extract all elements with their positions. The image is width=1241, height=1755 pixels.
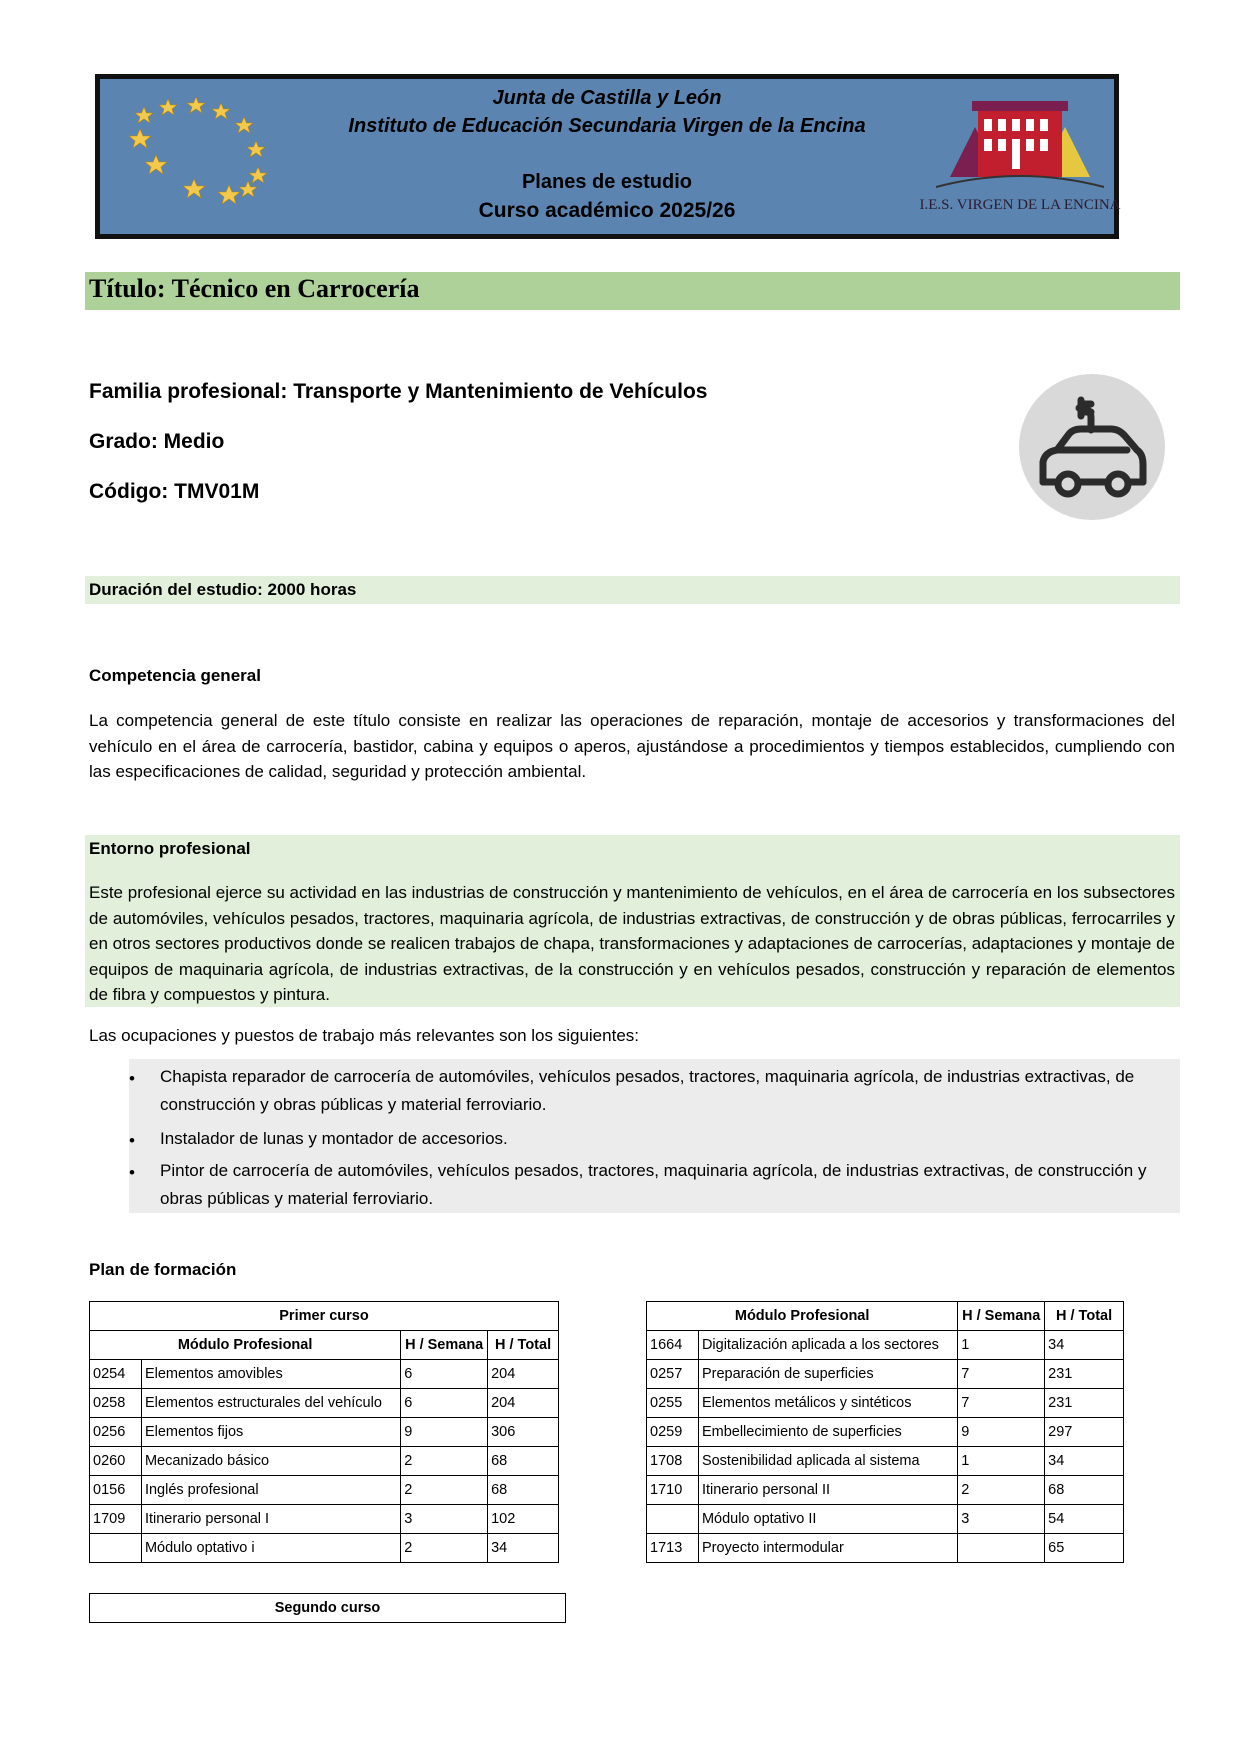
header-banner <box>95 74 1119 239</box>
cell: 1 <box>958 1331 1045 1360</box>
bullet: • <box>129 1069 135 1088</box>
cell: 68 <box>488 1476 559 1505</box>
table-row <box>647 1447 1124 1476</box>
table-row <box>90 1418 559 1447</box>
cell: Mecanizado básico <box>141 1447 400 1476</box>
table-row <box>90 1447 559 1476</box>
cell: 231 <box>1045 1389 1124 1418</box>
cell <box>90 1534 142 1563</box>
cell: 1664 <box>647 1331 699 1360</box>
column-header: H / Total <box>1045 1302 1124 1331</box>
list-item: Chapista reparador de carrocería de automóviles, vehículos pesados, tractores, maquinaria agrícola, de industrias extractivas, de construcción y obras públicas y material ferroviario. <box>160 1067 1135 1114</box>
cell: 0255 <box>647 1389 699 1418</box>
entorno-heading: Entorno profesional <box>89 839 251 858</box>
header-line-4: Curso académico 2025/26 <box>478 199 736 222</box>
cell: 54 <box>1045 1505 1124 1534</box>
cell: 6 <box>401 1360 488 1389</box>
column-header: Módulo Profesional <box>90 1331 401 1360</box>
cell: 0257 <box>647 1360 699 1389</box>
cell: 68 <box>1045 1476 1124 1505</box>
cell: 102 <box>488 1505 559 1534</box>
cell: 1710 <box>647 1476 699 1505</box>
table-row <box>647 1505 1124 1534</box>
table-row <box>647 1534 1124 1563</box>
table-row <box>647 1360 1124 1389</box>
bullet: • <box>129 1131 135 1150</box>
page-title: Título: Técnico en Carrocería <box>89 274 420 303</box>
cell: 1708 <box>647 1447 699 1476</box>
cell: 34 <box>1045 1447 1124 1476</box>
competencia-heading: Competencia general <box>89 666 261 685</box>
plan-heading: Plan de formación <box>89 1260 237 1279</box>
segundo-curso-table <box>646 1301 1124 1563</box>
column-header: Módulo Profesional <box>647 1302 958 1331</box>
header-line-3: Planes de estudio <box>521 171 693 193</box>
table-caption: Segundo curso <box>90 1594 566 1623</box>
cell: 231 <box>1045 1360 1124 1389</box>
cell: 2 <box>401 1476 488 1505</box>
cell: 0259 <box>647 1418 699 1447</box>
entorno-text: Este profesional ejerce su actividad en las industrias de construcción y mantenimiento de vehículos, en el área de carrocería en los subsectores de automóviles, vehículos pesados, tractores, maquinaria agrícola, de industrias extractivas, de construcción y de obras públicas, ferrocarriles y en otros sectores productivos donde se realicen trabajos de chapa, transformaciones y adaptaciones de carrocerías, adaptaciones y montaje de equipos de maquinaria agrícola, de industrias extractivas, de la construcción y en vehículos pesados, construcción y reparación de elementos de fibra y compuestos y pintura. <box>89 883 1175 1004</box>
header-line-2: Instituto de Educación Secundaria Virgen de la Encina <box>348 115 866 137</box>
grado: Grado: Medio <box>89 430 225 453</box>
cell: 2 <box>958 1476 1045 1505</box>
cell: 0156 <box>90 1476 142 1505</box>
codigo: Código: TMV01M <box>89 480 260 503</box>
table-row <box>90 1360 559 1389</box>
segundo-curso-caption-table <box>89 1593 566 1623</box>
cell: 68 <box>488 1447 559 1476</box>
cell: 3 <box>958 1505 1045 1534</box>
cell: 7 <box>958 1389 1045 1418</box>
cell: Sostenibilidad aplicada al sistema <box>698 1447 957 1476</box>
table-row <box>647 1389 1124 1418</box>
cell: Digitalización aplicada a los sectores <box>698 1331 957 1360</box>
school-logo-text: I.E.S. VIRGEN DE LA ENCINA <box>919 197 1121 213</box>
cell: Elementos estructurales del vehículo <box>141 1389 400 1418</box>
cell <box>958 1534 1045 1563</box>
column-header: H / Semana <box>958 1302 1045 1331</box>
cell: Módulo optativo i <box>141 1534 400 1563</box>
column-header: H / Semana <box>401 1331 488 1360</box>
cell: Itinerario personal I <box>141 1505 400 1534</box>
school-logo <box>919 87 1121 232</box>
duration-bar <box>85 576 1180 604</box>
cell: 9 <box>401 1418 488 1447</box>
primer-curso-table <box>89 1301 559 1563</box>
cell: 0254 <box>90 1360 142 1389</box>
familia-profesional: Familia profesional: Transporte y Mantenimiento de Vehículos <box>89 380 708 403</box>
competencia-text: La competencia general de este título consiste en realizar las operaciones de reparación, montaje de accesorios y transformaciones del vehículo en el área de carrocería, bastidor, cabina y equipos o aperos, ajustándose a procedimientos y tiempos establecidos, cumpliendo con las especificaciones de calidad, seguridad y protección ambiental. <box>89 711 1175 781</box>
cell: 204 <box>488 1389 559 1418</box>
cell: Módulo optativo II <box>698 1505 957 1534</box>
electric-car-icon <box>1019 374 1165 520</box>
cell: 3 <box>401 1505 488 1534</box>
cell: 0258 <box>90 1389 142 1418</box>
duration-text: Duración del estudio: 2000 horas <box>89 580 357 599</box>
cell: 9 <box>958 1418 1045 1447</box>
table-caption: Primer curso <box>90 1302 559 1331</box>
column-header: H / Total <box>488 1331 559 1360</box>
table-row <box>90 1505 559 1534</box>
cell: 2 <box>401 1534 488 1563</box>
cell: Elementos amovibles <box>141 1360 400 1389</box>
cell <box>647 1505 699 1534</box>
cell: Embellecimiento de superficies <box>698 1418 957 1447</box>
cell: Elementos metálicos y sintéticos <box>698 1389 957 1418</box>
cell: Proyecto intermodular <box>698 1534 957 1563</box>
header-line-1: Junta de Castilla y León <box>492 87 722 109</box>
cell: 1709 <box>90 1505 142 1534</box>
cell: Preparación de superficies <box>698 1360 957 1389</box>
table-row <box>647 1331 1124 1360</box>
cell: 1 <box>958 1447 1045 1476</box>
cell: 306 <box>488 1418 559 1447</box>
cell: 0260 <box>90 1447 142 1476</box>
list-item: Instalador de lunas y montador de accesorios. <box>160 1129 508 1148</box>
cell: 6 <box>401 1389 488 1418</box>
table-row <box>647 1418 1124 1447</box>
bullet: • <box>129 1163 135 1182</box>
cell: 204 <box>488 1360 559 1389</box>
cell: 65 <box>1045 1534 1124 1563</box>
cell: Elementos fijos <box>141 1418 400 1447</box>
table-row <box>90 1476 559 1505</box>
cell: 1713 <box>647 1534 699 1563</box>
cell: 2 <box>401 1447 488 1476</box>
ocupaciones-intro: Las ocupaciones y puestos de trabajo más relevantes son los siguientes: <box>89 1026 639 1045</box>
cell: 297 <box>1045 1418 1124 1447</box>
title-bar <box>85 272 1180 310</box>
cell: 7 <box>958 1360 1045 1389</box>
table-row <box>647 1476 1124 1505</box>
cell: Inglés profesional <box>141 1476 400 1505</box>
cell: 34 <box>488 1534 559 1563</box>
cell: 34 <box>1045 1331 1124 1360</box>
table-row <box>90 1534 559 1563</box>
cell: 0256 <box>90 1418 142 1447</box>
list-item: Pintor de carrocería de automóviles, vehículos pesados, tractores, maquinaria agrícola, de industrias extractivas, de construcción y obras públicas y material ferroviario. <box>160 1161 1147 1208</box>
cell: Itinerario personal II <box>698 1476 957 1505</box>
table-row <box>90 1389 559 1418</box>
